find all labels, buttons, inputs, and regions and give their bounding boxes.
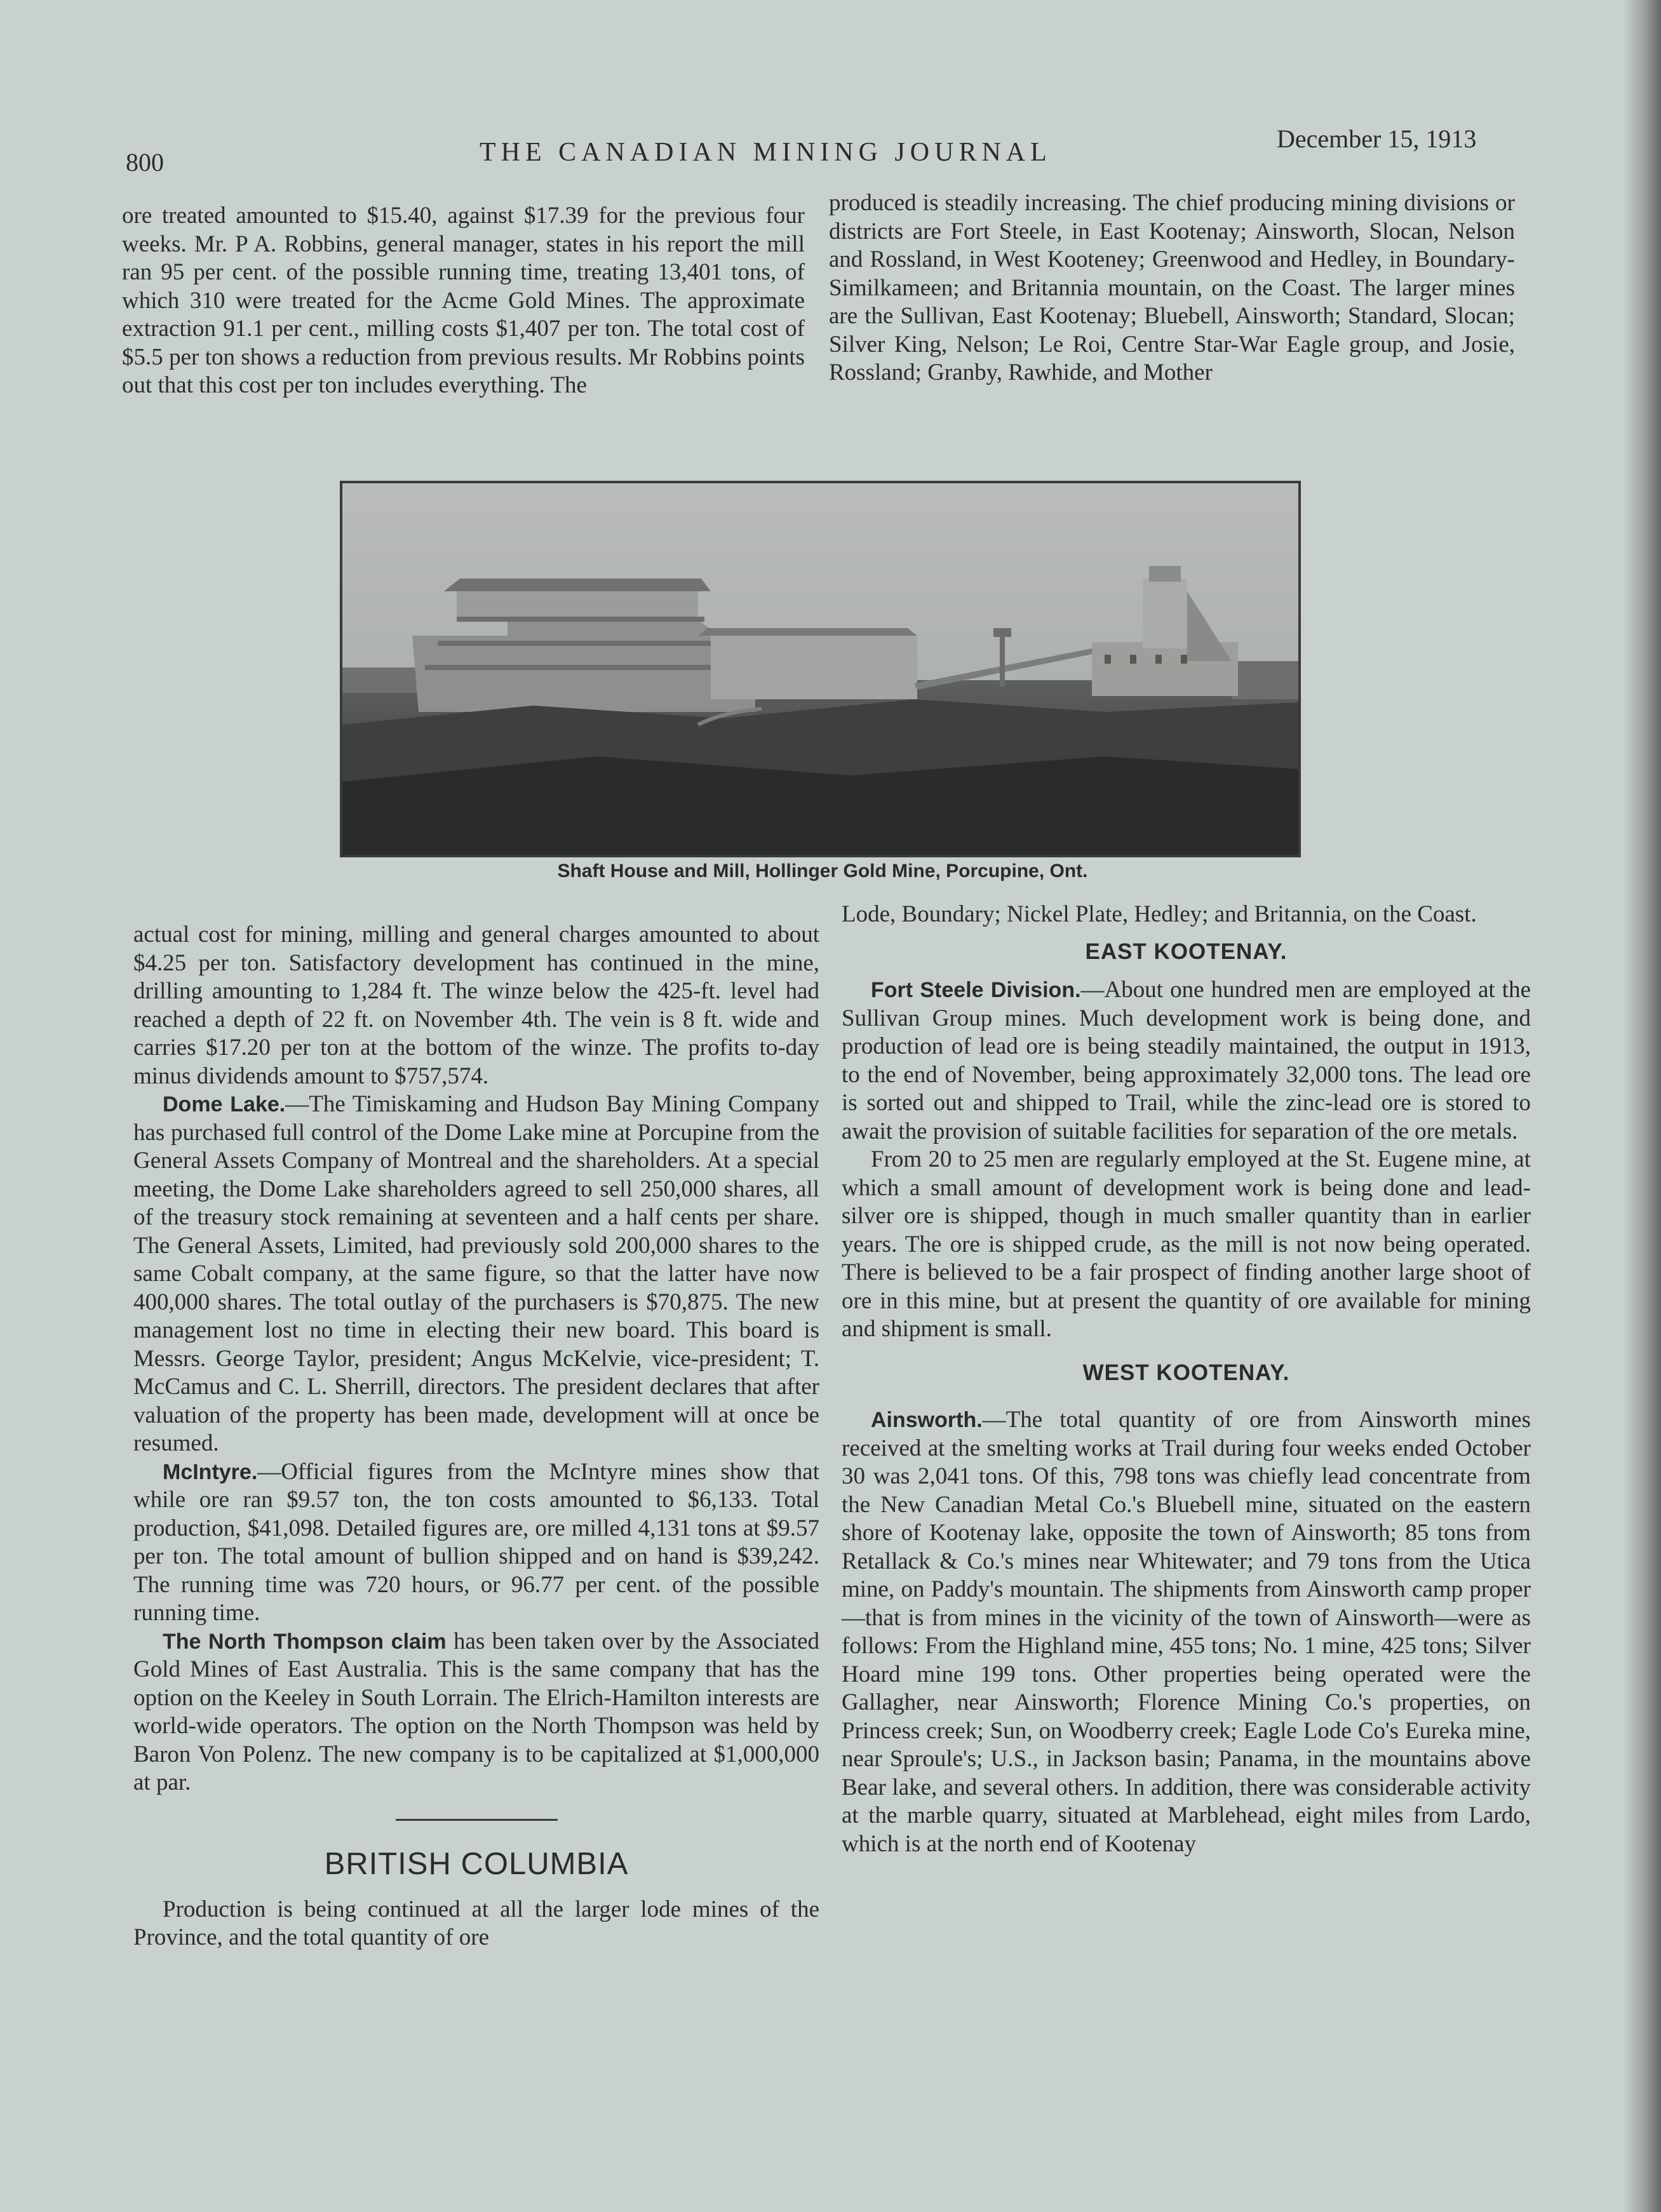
column-bottom-left	[133, 921, 819, 1952]
paragraph-text: —Official figures from the McIntyre mines show that while ore ran $9.57 ton, the ton costs amounted to $6,133. Total production, $41,098. Detailed figures are, ore milled 4,131 tons at $9.57 per ton. The total amount of bullion shipped and on hand is $39,242. The running time was 720 hours, or 96.77 per cent. of the possible running time.	[133, 1458, 819, 1626]
journal-title: THE CANADIAN MINING JOURNAL	[480, 138, 1052, 167]
page-number: 800	[126, 148, 164, 177]
paragraph-text: —About one hundred men are employed at the Sullivan Group mines. Much development work is being done, and production of lead ore is being steadily maintained, the output in 1913, to the end of November, being approximately 32,000 tons. The lead ore is sorted out and shipped to Trail, while the zinc-lead ore is stored to await the provision of suitable facilities for separation of the ore metals.	[842, 977, 1531, 1144]
issue-date: December 15, 1913	[1277, 124, 1477, 153]
paragraph: From 20 to 25 men are regularly employed at the St. Eugene mine, at which a small amount of development work is being done and lead-silver ore is shipped, though in much smaller quantity than in earlier years. The ore is shipped crude, as the mill is not now being operated. There is believed to be a fair prospect of finding another large shoot of ore in this mine, but at present the quantity of ore available for mining and shipment is small.	[842, 1146, 1531, 1342]
section-heading: EAST KOOTENAY.	[1085, 939, 1288, 964]
page-binding-shadow	[1623, 0, 1661, 2212]
paragraph: ore treated amounted to $15.40, against $17.39 for the previous four weeks. Mr. P A. Robbins, general manager, states in his report the mill ran 95 per cent. of the possible running time, treating 13,401 tons, of which 310 were treated for the Acme Gold Mines. The approximate extraction 91.1 per cent., milling costs $1,407 per ton. The total cost of $5.5 per ton shows a reduction from previous results. Mr Robbins points out that this cost per ton includes everything. The	[122, 203, 805, 398]
paragraph: actual cost for mining, milling and general charges amounted to about $4.25 per ton. Satisfactory development has continued in the mine, drilling amounting to 1,284 ft. The winze below the 425-ft. level had reached a depth of 22 ft. on November 4th. The vein is 8 ft. wide and carries $17.20 per ton at the bottom of the winze. The profits to-day minus dividends amount to $757,574.	[133, 922, 819, 1089]
run-in-heading: Dome Lake.	[163, 1092, 286, 1116]
mine-photo-illustration	[342, 483, 1298, 855]
paragraph-text: has been taken over by the Associated Gold Mines of East Australia. This is the same company that has the option on the Keeley in South Lorrain. The Elrich-Hamilton interests are world-wide operators. The option on the North Thompson was held by Baron Von Polenz. The new company is to be capitalized at $1,000,000 at par.	[133, 1628, 820, 1795]
run-in-heading: Ainsworth.	[871, 1408, 983, 1432]
paragraph: Lode, Boundary; Nickel Plate, Hedley; and Britannia, on the Coast.	[842, 901, 1477, 927]
run-in-heading: The North Thompson claim	[163, 1629, 447, 1654]
paragraph	[133, 1628, 819, 1797]
mine-photograph	[340, 481, 1301, 857]
paragraph-text: —The Timiskaming and Hudson Bay Mining Company has purchased full control of the Dome Lake mine at Porcupine from the General Assets Company of Montreal and the shareholders. At a special meeting, the Dome Lake shareholders agreed to sell 250,000 shares, all of the treasury stock remaining at seventeen and a half cents per share. The General Assets, Limited, had previously sold 200,000 shares to the same Cobalt company, at the same figure, so that the latter have now 400,000 shares. The total outlay of the purchasers is $70,875. The new management lost no time in electing their new board. This board is Messrs. George Taylor, president; Angus McKelvie, vice-president; T. McCamus and C. L. Sherrill, directors. The president declares that after valuation of the property has been made, development will at once be resumed.	[133, 1091, 819, 1456]
paragraph-text: —The total quantity of ore from Ainsworth mines received at the smelting works at Trail during four weeks ended October 30 was 2,041 tons. Of this, 798 tons was chiefly lead concentrate from the New Canadian Metal Co.'s Bluebell mine, situated on the eastern shore of Kootenay lake, opposite the town of Ainsworth; 85 tons from Retallack & Co.'s mines near Whitewater; and 79 tons from the Utica mine, on Paddy's mountain. The shipments from Ainsworth camp proper—that is from mines in the vicinity of the town of Ainsworth—were as follows: From the Highland mine, 455 tons; No. 1 mine, 425 tons; Silver Hoard mine 199 tons. Other properties being operated were the Gallagher, near Ainsworth; Florence Mining Co.'s properties, on Princess creek; Sun, on Woodberry creek; Eagle Lode Co's Eureka mine, near Sproule's; U.S., in Jackson basin; Panama, in the mountains above Bear lake, and several others. In addition, there was considerable activity at the marble quarry, situated at Marblehead, eight miles from Lardo, which is at the north end of Kootenay	[842, 1407, 1531, 1857]
paragraph: produced is steadily increasing. The chief producing mining divisions or districts are Fort Steele, in East Kootenay; Ainsworth, Slocan, Nelson and Rossland, in West Kooteney; Greenwood and Hedley, in Boundary-Similkameen; and Britannia mountain, on the Coast. The larger mines are the Sullivan, East Kootenay; Bluebell, Ainsworth; Standard, Slocan; Silver King, Nelson; Le Roi, Centre Star-War Eagle group, and Josie, Rossland; Granby, Rawhide, and Mother	[829, 190, 1515, 385]
paragraph: Production is being continued at all the larger lode mines of the Province, and the total quantity of ore	[133, 1896, 819, 1950]
paragraph	[133, 1090, 819, 1458]
run-in-heading: Fort Steele Division.	[871, 978, 1081, 1002]
photo-caption: Shaft House and Mill, Hollinger Gold Mine, Porcupine, Ont.	[557, 861, 1088, 881]
column-top-left	[122, 202, 805, 400]
section-heading: BRITISH COLUMBIA	[324, 1846, 629, 1881]
paragraph	[133, 1458, 819, 1628]
column-bottom-right	[842, 901, 1531, 1858]
run-in-heading: McIntyre.	[163, 1459, 258, 1484]
section-divider	[396, 1819, 558, 1821]
section-heading: WEST KOOTENAY.	[1082, 1360, 1290, 1385]
paragraph	[842, 1406, 1531, 1858]
column-top-right	[829, 189, 1515, 387]
paragraph	[842, 976, 1531, 1146]
